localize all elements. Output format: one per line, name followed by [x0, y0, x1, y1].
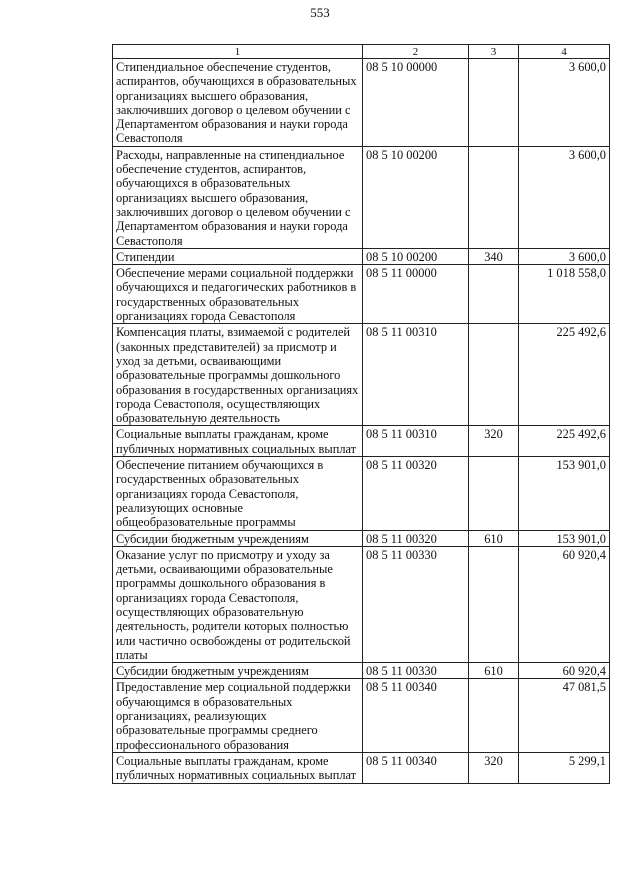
row-type-cell: [469, 324, 519, 426]
column-header-name: 1: [113, 45, 363, 59]
column-header-code: 2: [363, 45, 469, 59]
row-code-cell: 08 5 11 00320: [363, 457, 469, 530]
row-name-cell: Оказание услуг по присмотру и уходу за детьми, осваивающими образовательные программы дошкольного образования в организациях города Севастополя, осуществляющих образовательную деятельность, родители которых полностью или частично освобождены от родительской платы: [113, 546, 363, 662]
table-row: [113, 248, 610, 264]
row-code-cell: 08 5 11 00000: [363, 265, 469, 324]
row-name-cell: Стипендиальное обеспечение студентов, аспирантов, обучающихся в образовательных организациях высшего образования, заключивших договор о целевом обучении с Департаментом образования и науки города Севастополя: [113, 59, 363, 147]
row-amount-cell: 3 600,0: [519, 59, 610, 147]
row-name-cell: Субсидии бюджетным учреждениям: [113, 663, 363, 679]
row-name-cell: Обеспечение питанием обучающихся в государственных образовательных организациях города Севастополя, реализующих основные общеобразовательные программы: [113, 457, 363, 530]
table-row: [113, 546, 610, 662]
row-type-cell: [469, 265, 519, 324]
table-row: [113, 265, 610, 324]
table-row: [113, 59, 610, 147]
row-amount-cell: 5 299,1: [519, 752, 610, 783]
row-amount-cell: 153 901,0: [519, 457, 610, 530]
row-name-cell: Субсидии бюджетным учреждениям: [113, 530, 363, 546]
row-code-cell: 08 5 11 00310: [363, 324, 469, 426]
row-type-cell: 340: [469, 248, 519, 264]
row-amount-cell: 3 600,0: [519, 248, 610, 264]
table-row: [113, 752, 610, 783]
row-amount-cell: 60 920,4: [519, 663, 610, 679]
table-row: [113, 457, 610, 530]
row-name-cell: Обеспечение мерами социальной поддержки обучающихся и педагогических работников в государственных образовательных организациях города Севастополя: [113, 265, 363, 324]
row-name-cell: Компенсация платы, взимаемой с родителей (законных представителей) за присмотр и уход за детьми, осваивающими образовательные программы дошкольного образования в государственных организациях города Севастополя, осуществляющих образовательную деятельность: [113, 324, 363, 426]
row-name-cell: Предоставление мер социальной поддержки обучающимся в образовательных организациях, реализующих образовательные программы среднего профессионального образования: [113, 679, 363, 752]
table-row: [113, 146, 610, 248]
table-row: [113, 324, 610, 426]
row-type-cell: 320: [469, 426, 519, 457]
row-amount-cell: 47 081,5: [519, 679, 610, 752]
row-code-cell: 08 5 10 00200: [363, 248, 469, 264]
row-type-cell: 610: [469, 530, 519, 546]
row-amount-cell: 225 492,6: [519, 426, 610, 457]
row-type-cell: 610: [469, 663, 519, 679]
row-amount-cell: 225 492,6: [519, 324, 610, 426]
row-code-cell: 08 5 11 00330: [363, 663, 469, 679]
row-code-cell: 08 5 11 00340: [363, 752, 469, 783]
row-code-cell: 08 5 11 00330: [363, 546, 469, 662]
row-amount-cell: 3 600,0: [519, 146, 610, 248]
row-amount-cell: 153 901,0: [519, 530, 610, 546]
row-type-cell: [469, 59, 519, 147]
row-amount-cell: 1 018 558,0: [519, 265, 610, 324]
row-name-cell: Социальные выплаты гражданам, кроме публичных нормативных социальных выплат: [113, 752, 363, 783]
table-header-row: [113, 45, 610, 59]
row-type-cell: [469, 546, 519, 662]
page-number: 553: [310, 5, 330, 20]
row-name-cell: Расходы, направленные на стипендиальное обеспечение студентов, аспирантов, обучающихся в образовательных организациях высшего образования, заключивших договор о целевом обучении с Департаментом образования и науки города Севастополя: [113, 146, 363, 248]
table-body: [113, 59, 610, 784]
row-type-cell: [469, 457, 519, 530]
row-code-cell: 08 5 11 00310: [363, 426, 469, 457]
row-code-cell: 08 5 11 00320: [363, 530, 469, 546]
table-row: [113, 530, 610, 546]
table-row: [113, 426, 610, 457]
row-type-cell: [469, 146, 519, 248]
row-code-cell: 08 5 10 00000: [363, 59, 469, 147]
row-code-cell: 08 5 11 00340: [363, 679, 469, 752]
column-header-type: 3: [469, 45, 519, 59]
row-type-cell: [469, 679, 519, 752]
column-header-amount: 4: [519, 45, 610, 59]
row-amount-cell: 60 920,4: [519, 546, 610, 662]
row-name-cell: Стипендии: [113, 248, 363, 264]
table-row: [113, 679, 610, 752]
row-name-cell: Социальные выплаты гражданам, кроме публичных нормативных социальных выплат: [113, 426, 363, 457]
row-type-cell: 320: [469, 752, 519, 783]
row-code-cell: 08 5 10 00200: [363, 146, 469, 248]
budget-table: [112, 44, 610, 784]
table-row: [113, 663, 610, 679]
